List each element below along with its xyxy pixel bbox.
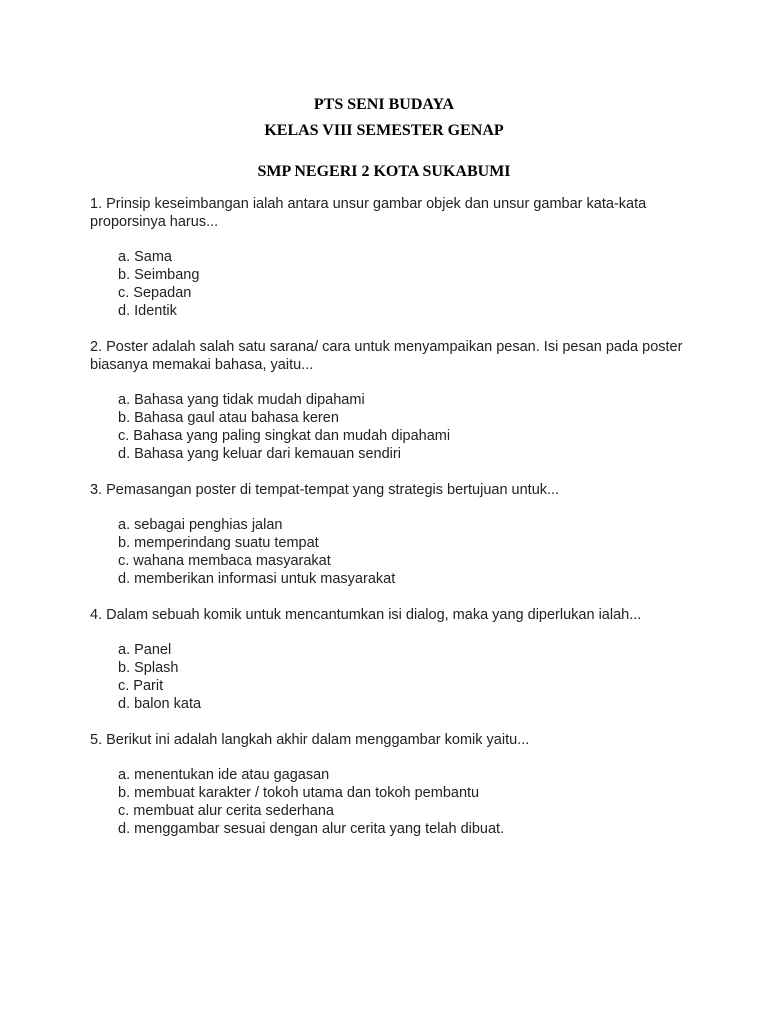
option-c: c. Parit [118, 678, 164, 694]
option-d: d. menggambar sesuai dengan alur cerita yang telah dibuat. [118, 821, 505, 837]
option-d: d. Bahasa yang keluar dari kemauan sendiri [118, 446, 401, 462]
question-text: 2. Poster adalah salah satu sarana/ cara untuk menyampaikan pesan. Isi pesan pada poster biasanya memakai bahasa, yaitu... [90, 339, 683, 373]
option-list [90, 766, 690, 838]
option-c: c. membuat alur cerita sederhana [118, 803, 334, 819]
option-c: c. Sepadan [118, 285, 192, 301]
question-3 [90, 481, 690, 588]
option-b: b. membuat karakter / tokoh utama dan tokoh pembantu [118, 785, 480, 801]
option-list [90, 248, 690, 320]
question-4 [90, 606, 690, 713]
option-a: a. Bahasa yang tidak mudah dipahami [118, 392, 365, 408]
option-a: a. Panel [118, 642, 172, 658]
option-b: b. Splash [118, 660, 179, 676]
option-a: a. menentukan ide atau gagasan [118, 767, 330, 783]
option-list [90, 516, 690, 588]
question-1 [90, 195, 690, 320]
question-text: 3. Pemasangan poster di tempat-tempat yang strategis bertujuan untuk... [90, 482, 560, 498]
option-a: a. sebagai penghias jalan [118, 517, 283, 533]
question-5 [90, 731, 690, 838]
question-list [90, 195, 690, 856]
option-d: d. balon kata [118, 696, 202, 712]
option-list [90, 641, 690, 713]
option-d: d. Identik [118, 303, 177, 319]
option-c: c. wahana membaca masyarakat [118, 553, 331, 569]
school-name: SMP NEGERI 2 KOTA SUKABUMI [257, 163, 511, 180]
question-text: 1. Prinsip keseimbangan ialah antara unsur gambar objek dan unsur gambar kata-kata proporsinya harus... [90, 196, 647, 230]
question-text: 4. Dalam sebuah komik untuk mencantumkan isi dialog, maka yang diperlukan ialah... [90, 607, 642, 623]
question-text: 5. Berikut ini adalah langkah akhir dalam menggambar komik yaitu... [90, 732, 530, 748]
exam-title: PTS SENI BUDAYA [313, 96, 455, 113]
question-2 [90, 338, 690, 463]
option-d: d. memberikan informasi untuk masyarakat [118, 571, 396, 587]
document-header [0, 92, 768, 185]
option-list [90, 391, 690, 463]
class-semester: KELAS VIII SEMESTER GENAP [264, 122, 504, 139]
option-b: b. Bahasa gaul atau bahasa keren [118, 410, 339, 426]
option-c: c. Bahasa yang paling singkat dan mudah dipahami [118, 428, 451, 444]
option-b: b. memperindang suatu tempat [118, 535, 319, 551]
option-b: b. Seimbang [118, 267, 200, 283]
option-a: a. Sama [118, 249, 172, 265]
